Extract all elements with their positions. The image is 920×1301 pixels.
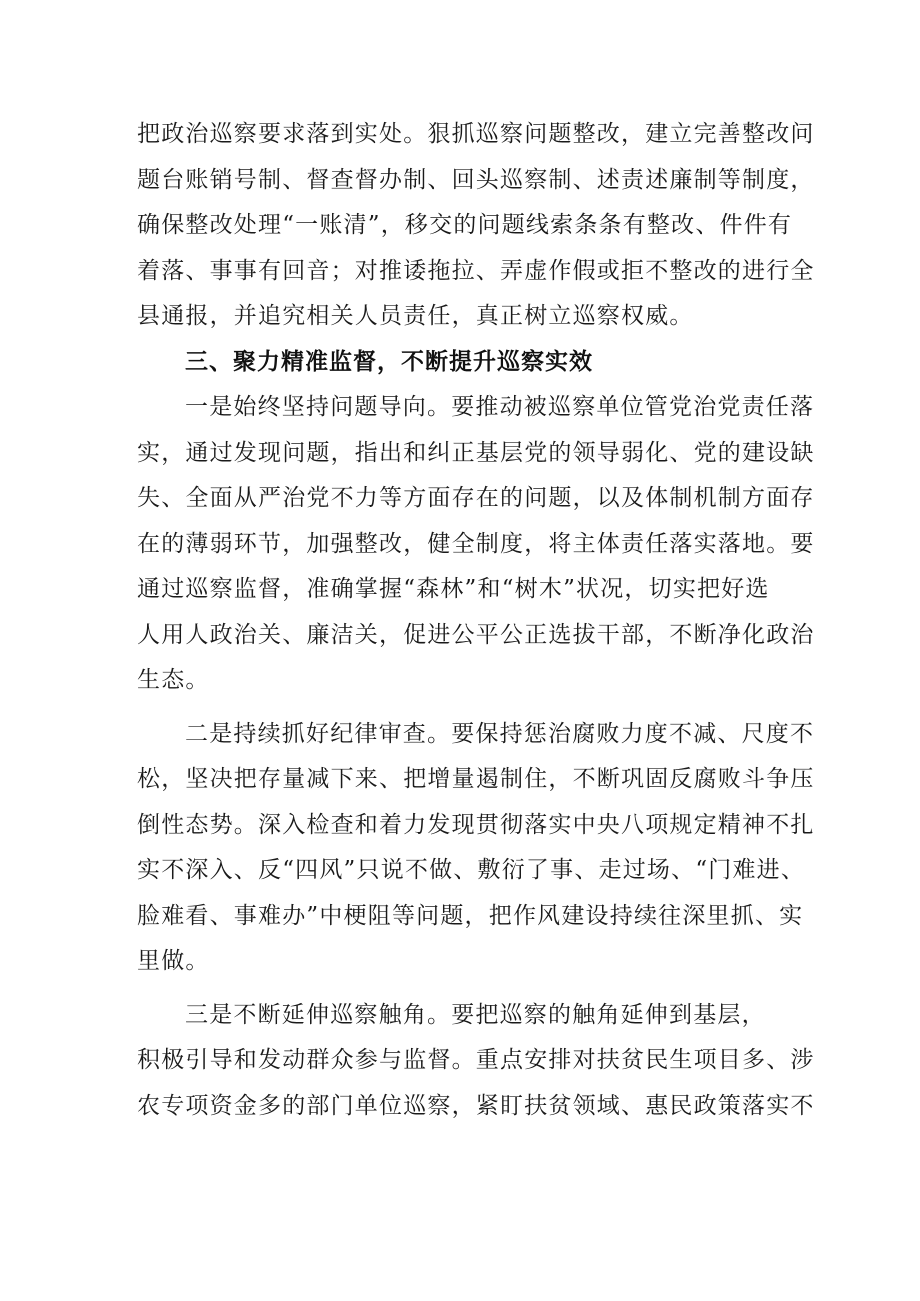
text-line: 一是始终坚持问题导向。要推动被巡察单位管党治党责任落: [185, 394, 815, 420]
paragraph-spacing: [137, 704, 817, 712]
text-line: 实不深入、反“四风”只说不做、敷衍了事、走过场、“门难进、: [137, 857, 806, 883]
text-line: 在的薄弱环节，加强整改，健全制度，将主体责任落实落地。要: [137, 530, 815, 557]
text-line: 松，坚决把存量减下来、把增量遏制住，不断巩固反腐败斗争压: [137, 766, 815, 792]
text-line: 把政治巡察要求落到实处。狠抓巡察问题整改，建立完善整改问: [137, 121, 815, 147]
document-body: [137, 112, 817, 1129]
text-line: 人用人政治关、廉洁关，促进公平公正选拔干部，不断净化政治: [137, 621, 815, 648]
text-line: 县通报，并追究相关人员责任，真正树立巡察权威。: [137, 303, 694, 329]
paragraph-problem-orientation: [137, 385, 817, 704]
text-line: 三是不断延伸巡察触角。要把巡察的触角延伸到基层，: [185, 1001, 766, 1028]
text-line: 里做。: [137, 948, 210, 974]
text-line: 通过巡察监督，准确掌握“森林”和“树木”状况，切实把好选: [137, 576, 770, 602]
paragraph-spacing: [137, 985, 817, 993]
text-line: 脸难看、事难办”中梗阻等问题，把作风建设持续往深里抓、实: [137, 902, 804, 929]
text-line: 农专项资金多的部门单位巡察，紧盯扶贫领域、惠民政策落实不: [137, 1092, 815, 1119]
text-line: 生态。: [137, 667, 210, 693]
text-line: 倒性态势。深入检查和着力发现贯彻落实中央八项规定精神不扎: [137, 811, 815, 838]
text-line: 着落、事事有回音；对推诿拖拉、弄虚作假或拒不整改的进行全: [137, 257, 815, 284]
paragraph-extend-reach: [137, 993, 817, 1130]
text-line: 确保整改处理“一账清”，移交的问题线索条条有整改、件件有: [137, 212, 793, 238]
paragraph-inspection-requirements: [137, 112, 817, 340]
paragraph-discipline-review: [137, 712, 817, 985]
text-line: 积极引导和发动群众参与监督。重点安排对扶贫民生项目多、涉: [137, 1047, 815, 1073]
text-line: 失、全面从严治党不力等方面存在的问题，以及体制机制方面存: [137, 485, 815, 511]
section-heading-3: 三、聚力精准监督，不断提升巡察实效: [185, 348, 593, 375]
text-line: 题台账销号制、督查督办制、回头巡察制、述责述廉制等制度，: [137, 166, 815, 193]
text-line: 实，通过发现问题，指出和纠正基层党的领导弱化、党的建设缺: [137, 439, 815, 466]
text-line: 二是持续抓好纪律审查。要保持惩治腐败力度不减、尺度不: [185, 720, 815, 747]
